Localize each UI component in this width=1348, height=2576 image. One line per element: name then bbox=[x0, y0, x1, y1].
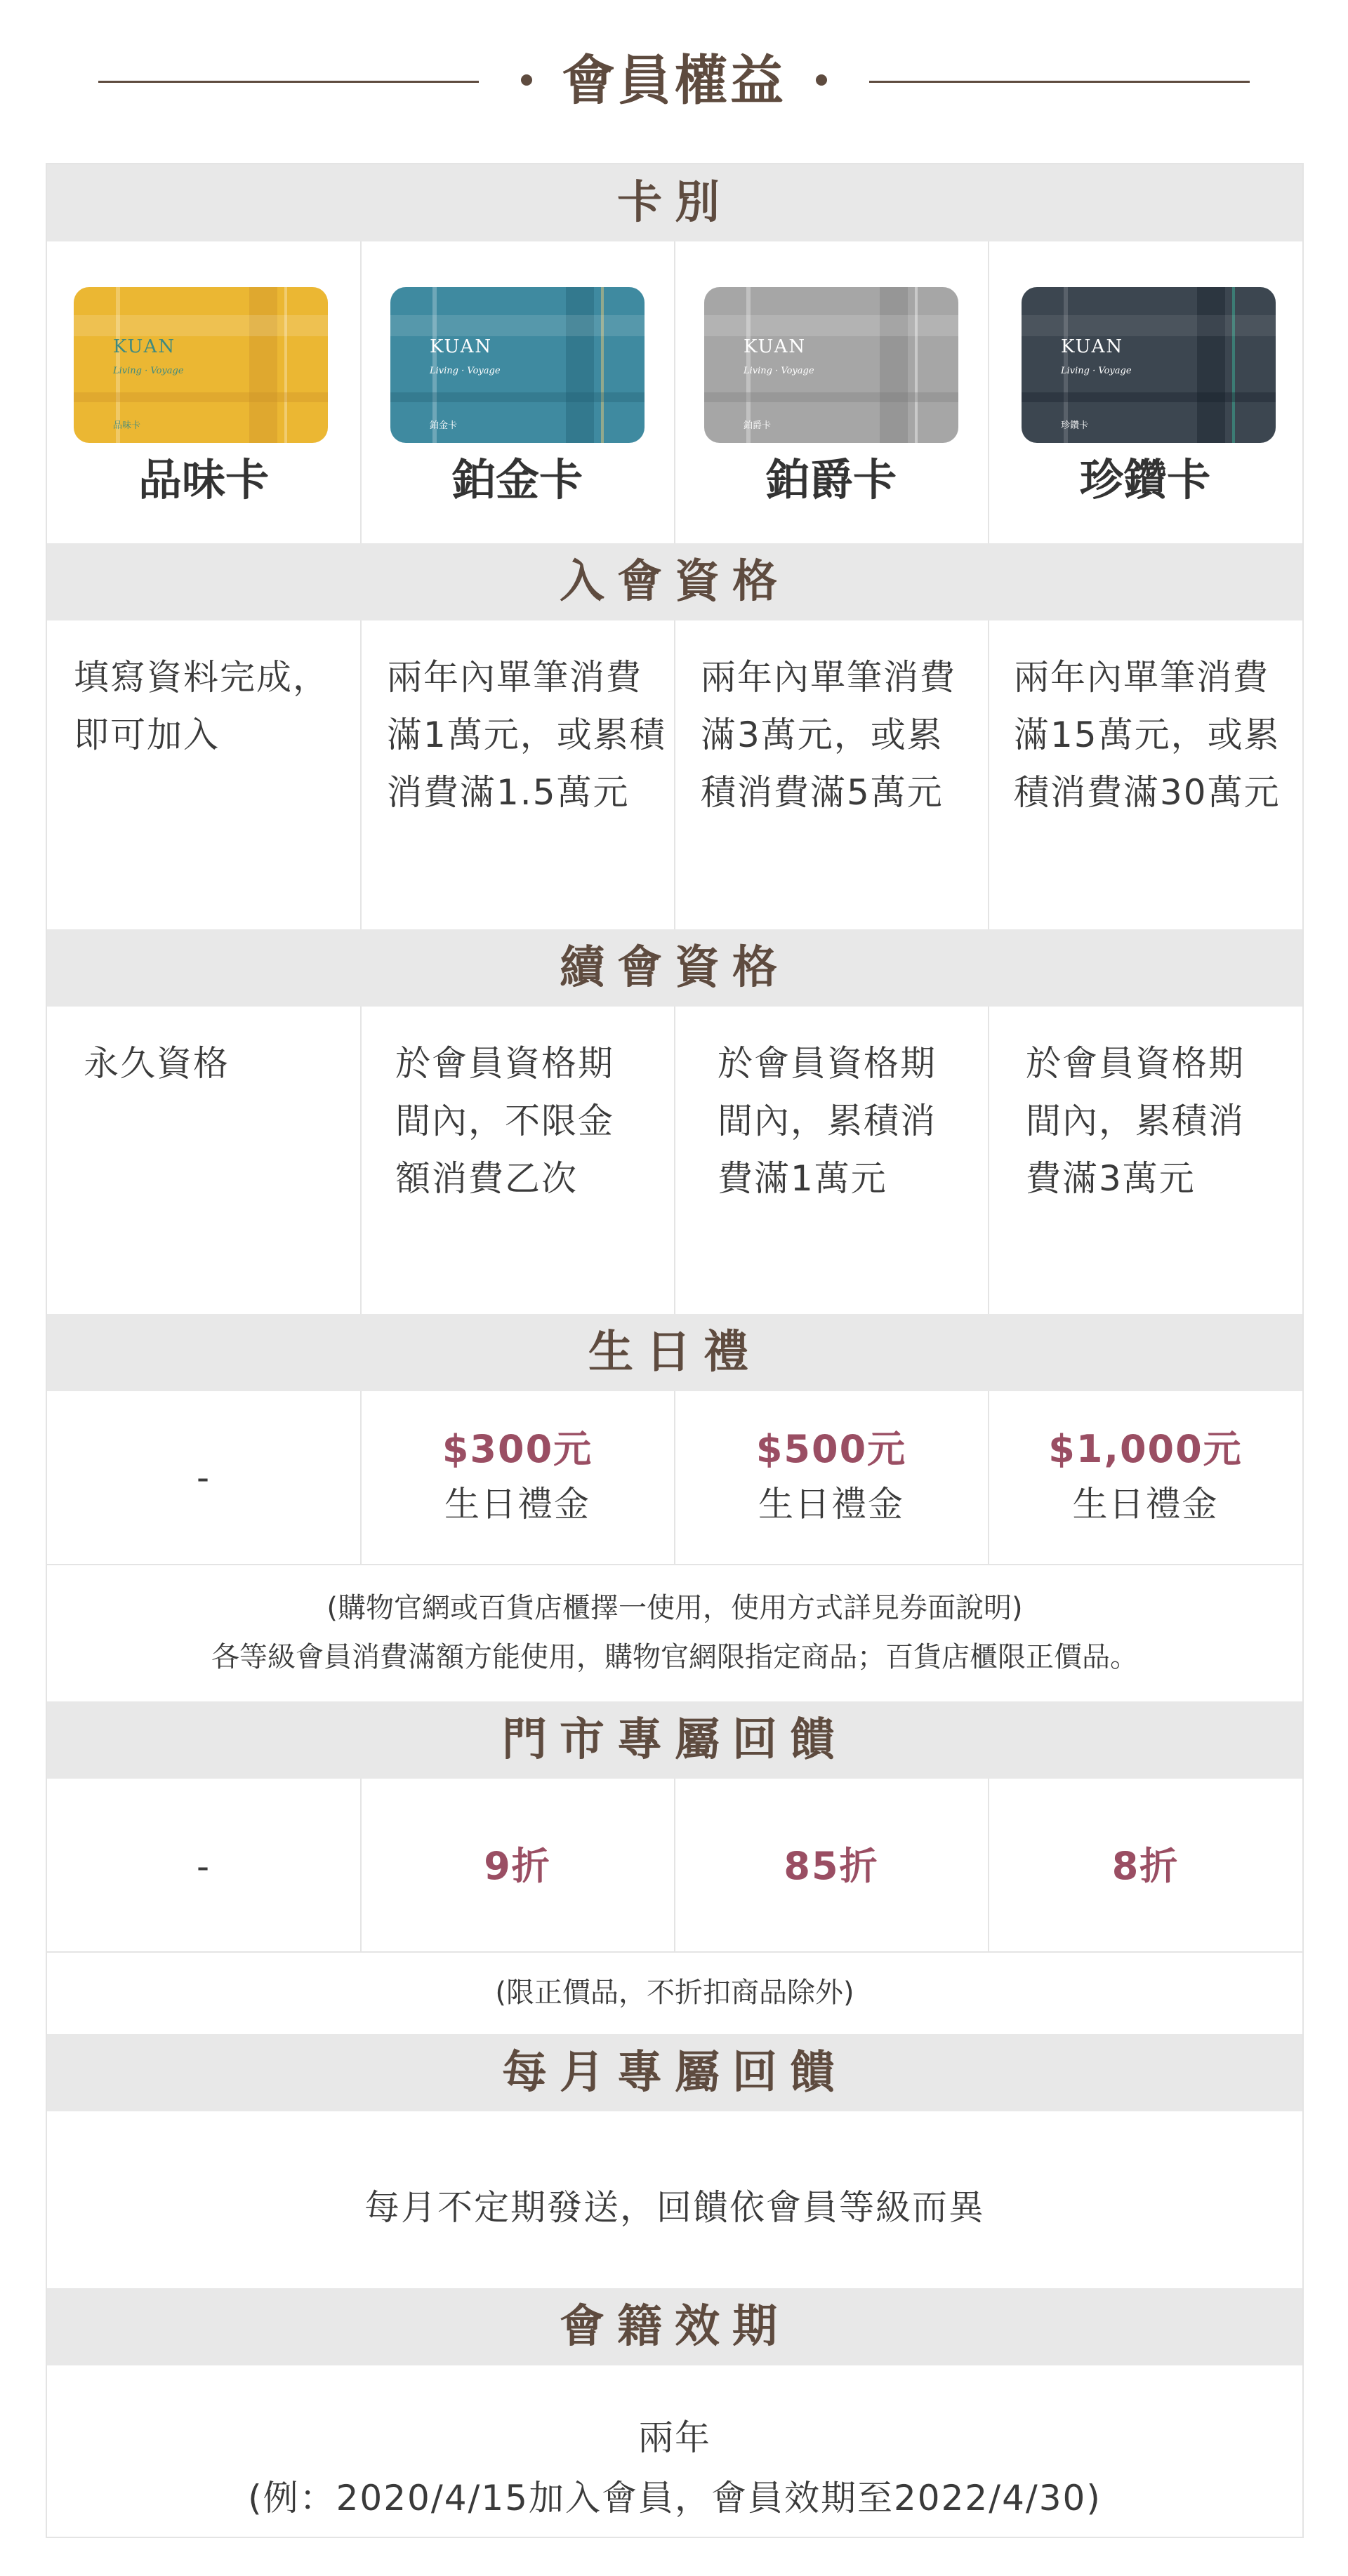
page-header bbox=[0, 0, 1348, 158]
card-tier: 品味卡 bbox=[113, 420, 141, 431]
section-join: 入會資格 bbox=[47, 543, 1302, 620]
card-slogan: Living · Voyage bbox=[1061, 366, 1132, 376]
store-discount-platinum: 9折 bbox=[484, 1844, 551, 1888]
card-tier: 鉑金卡 bbox=[430, 420, 458, 431]
section-card-type: 卡別 bbox=[47, 164, 1302, 241]
section-validity: 會籍效期 bbox=[47, 2288, 1302, 2365]
birthday-note: (購物官網或百貨店櫃擇一使用，使用方式詳見券面說明) 各等級會員消費滿額方能使用，購物官網限指定商品；百貨店櫃限正價品。 bbox=[211, 1592, 1138, 1673]
renew-requirement-diamond: 於會員資格期 間內，累積消 費滿3萬元 bbox=[1026, 1043, 1245, 1199]
title-dot-right bbox=[816, 74, 827, 86]
card-brand: KUAN bbox=[1061, 336, 1124, 357]
section-birthday: 生日禮 bbox=[47, 1314, 1302, 1391]
card-brand: KUAN bbox=[113, 336, 176, 357]
card-name-platinum: 鉑金卡 bbox=[451, 454, 583, 505]
join-requirement-platinum: 兩年內單筆消費 滿1萬元，或累積 消費滿1.5萬元 bbox=[387, 657, 666, 813]
card-slogan: Living · Voyage bbox=[744, 366, 814, 376]
card-slogan: Living · Voyage bbox=[430, 366, 501, 376]
birthday-gift-noble: $500元 生日禮金 bbox=[675, 1422, 988, 1532]
store-discount-noble: 85折 bbox=[784, 1844, 879, 1888]
card-name-noble: 鉑爵卡 bbox=[765, 454, 897, 505]
birthday-gift-platinum: $300元 生日禮金 bbox=[361, 1422, 674, 1532]
join-requirement-diamond: 兩年內單筆消費 滿15萬元，或累 積消費滿30萬元 bbox=[1014, 657, 1281, 813]
title-divider-right bbox=[869, 81, 1250, 83]
section-store: 門市專屬回饋 bbox=[47, 1701, 1302, 1779]
section-monthly: 每月專屬回饋 bbox=[47, 2034, 1302, 2111]
monthly-benefit-text: 每月不定期發送，回饋依會員等級而異 bbox=[364, 2187, 985, 2228]
page-title: 會員權益 bbox=[562, 49, 786, 112]
card-brand: KUAN bbox=[744, 336, 807, 357]
benefits-table bbox=[46, 163, 1304, 2538]
card-tier: 珍鑽卡 bbox=[1061, 420, 1089, 431]
join-requirement-noble: 兩年內單筆消費 滿3萬元，或累 積消費滿5萬元 bbox=[701, 657, 956, 813]
birthday-amount: $500元 bbox=[755, 1427, 907, 1471]
store-note: (限正價品，不折扣商品除外) bbox=[495, 1977, 854, 2009]
renew-requirement-taste: 永久資格 bbox=[84, 1043, 230, 1084]
card-slogan: Living · Voyage bbox=[113, 366, 184, 376]
card-name-diamond: 珍鑽卡 bbox=[1079, 454, 1210, 505]
renew-requirement-platinum: 於會員資格期 間內，不限金 額消費乙次 bbox=[395, 1043, 614, 1199]
birthday-gift-diamond: $1,000元 生日禮金 bbox=[989, 1422, 1302, 1532]
card-image-noble bbox=[704, 287, 958, 443]
card-image-platinum bbox=[390, 287, 645, 443]
card-tier: 鉑爵卡 bbox=[744, 420, 772, 431]
renew-requirement-noble: 於會員資格期 間內，累積消 費滿1萬元 bbox=[718, 1043, 937, 1199]
validity-text: 兩年 (例：2020/4/15加入會員，會員效期至2022/4/30) bbox=[248, 2417, 1102, 2518]
birthday-amount: $1,000元 bbox=[1048, 1427, 1243, 1471]
store-discount-taste: - bbox=[196, 1846, 211, 1887]
store-discount-diamond: 8折 bbox=[1111, 1844, 1180, 1888]
section-renew: 續會資格 bbox=[47, 929, 1302, 1007]
card-image-diamond bbox=[1022, 287, 1276, 443]
title-divider-left bbox=[98, 81, 479, 83]
card-brand: KUAN bbox=[430, 336, 493, 357]
card-name-taste: 品味卡 bbox=[138, 454, 269, 505]
join-requirement-taste: 填寫資料完成， 即可加入 bbox=[74, 657, 329, 755]
birthday-amount: $300元 bbox=[442, 1427, 593, 1471]
birthday-value-taste: - bbox=[196, 1457, 211, 1498]
card-image-taste bbox=[74, 287, 328, 443]
